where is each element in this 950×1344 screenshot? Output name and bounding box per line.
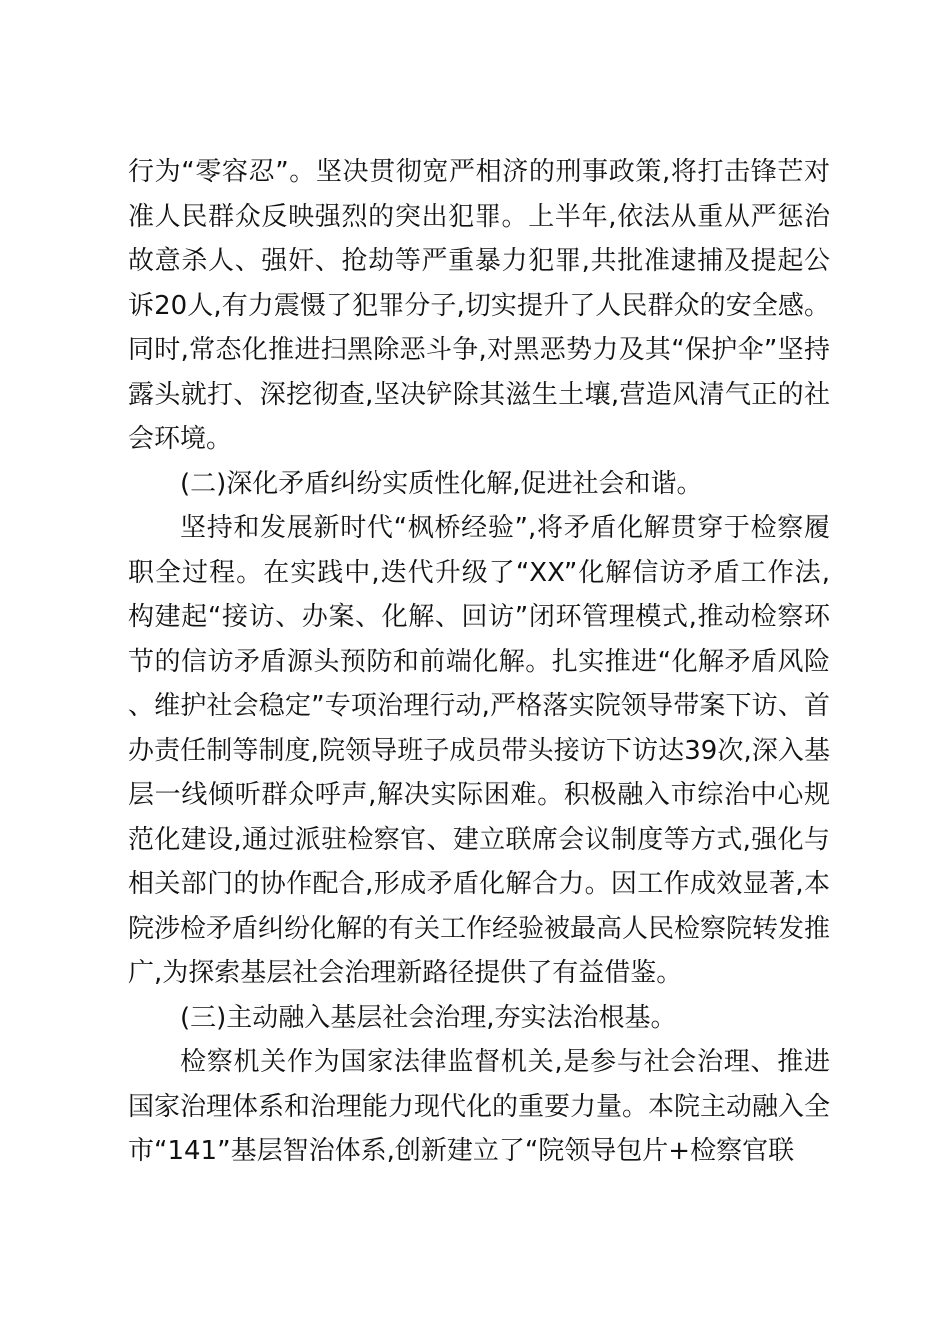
section-heading-3: (三)主动融入基层社会治理,夯实法治根基。: [180, 1002, 677, 1033]
paragraph-governance: 检察机关作为国家法律监督机关,是参与社会治理、推进国家治理体系和治理能力现代化的重要力量。本院主动融入全市“141”基层智治体系,创新建立了“院领导包片+检察官联: [128, 1047, 831, 1166]
section-heading-2: (二)深化矛盾纠纷实质性化解,促进社会和谐。: [180, 468, 703, 499]
paragraph-mediation: 坚持和发展新时代“枫桥经验”,将矛盾化解贯穿于检察履职全过程。在实践中,迭代升级了“XX”化解信访矛盾工作法,构建起“接访、办案、化解、回访”闭环管理模式,推动检察环节的信访矛盾源头预防和前端化解。扎实推进“化解矛盾风险、维护社会稳定”专项治理行动,严格落实院领导带案下访、首办责任制等制度,院领导班子成员带头接访下访达39次,深入基层一线倾听群众呼声,解决实际困难。积极融入市综治中心规范化建设,通过派驻检察官、建立联席会议制度等方式,强化与相关部门的协作配合,形成矛盾化解合力。因工作成效显著,本院涉检矛盾纠纷化解的有关工作经验被最高人民检察院转发推广,为探索基层社会治理新路径提供了有益借鉴。: [128, 513, 831, 988]
paragraph-continuation: 行为“零容忍”。坚决贯彻宽严相济的刑事政策,将打击锋芒对准人民群众反映强烈的突出犯罪。上半年,依法从重从严惩治故意杀人、强奸、抢劫等严重暴力犯罪,共批准逮捕及提起公诉20人,有力震慑了犯罪分子,切实提升了人民群众的安全感。同时,常态化推进扫黑除恶斗争,对黑恶势力及其“保护伞”坚持露头就打、深挖彻查,坚决铲除其滋生土壤,营造风清气正的社会环境。: [128, 157, 830, 454]
document-body: [128, 150, 830, 1174]
